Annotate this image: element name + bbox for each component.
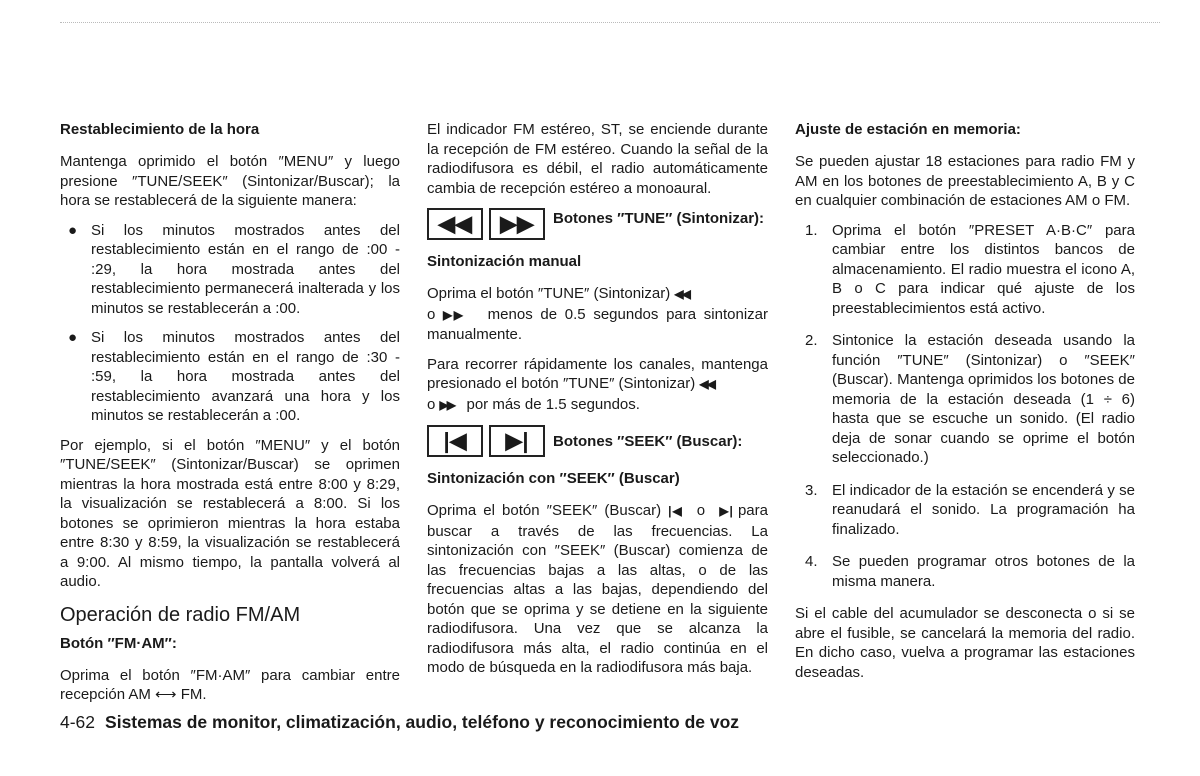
column-2	[427, 120, 768, 688]
list-item: 3. El indicador de la estación se encenderá y se reanudará el sonido. La programación ha finalizado.	[805, 481, 1135, 538]
paragraph-memory: Se pueden ajustar 18 estaciones para radio FM y AM en los botones de preestablecimiento A, B y C en cualquier combinación de estaciones AM o FM.	[795, 153, 1135, 209]
column-3	[795, 120, 1135, 692]
paragraph-manual: Oprima el botón ″TUNE″ (Sintonizar) ◀◀ o ▶▶ menos de 0.5 segundos para sintonizar manualmente.	[427, 285, 768, 343]
paragraph-reset: Mantenga oprimido el botón ″MENU″ y luego presione ″TUNE/SEEK″ (Sintonizar/Buscar); la hora se restablecerá de la siguiente manera:	[60, 153, 400, 209]
heading-reset-time: Restablecimiento de la hora	[60, 121, 260, 138]
fast-forward-icon: ▶▶	[439, 397, 454, 412]
paragraph-fmam: Oprima el botón ″FM·AM″ para cambiar entre recepción AM ⟷ FM.	[60, 666, 400, 703]
paragraph-stereo: El indicador FM estéreo, ST, se enciende durante la recepción de FM estéreo. Cuando la señal de la radiodifusora es débil, el radio automáticamente cambia de recepción estéreo a monoaural.	[427, 121, 768, 197]
rewind-icon: ◀◀	[674, 287, 689, 301]
heading-operation: Operación de radio FM/AM	[60, 603, 301, 626]
top-rule	[60, 22, 1160, 23]
list-item: 4. Se pueden programar otros botones de la misma manera.	[805, 553, 1135, 590]
list-item: ● Si los minutos mostrados antes del restablecimiento están en el rango de :30 - :59, la hora mostrada antes del restablecimiento avanzará una hora y los minutos se restablecerán a :00.	[68, 329, 400, 424]
fast-forward-button-icon: ▶▶	[489, 208, 545, 240]
heading-manual-tuning: Sintonización manual	[427, 253, 582, 270]
rewind-button-icon: ◀◀	[427, 208, 483, 240]
page-number: 4-62	[60, 712, 96, 732]
paragraph-battery: Si el cable del acumulador se desconecta o si se abre el fusible, se cancelará la memoria del radio. En dicho caso, vuelva a programar las estaciones deseadas.	[795, 605, 1135, 681]
section-title: Sistemas de monitor, climatización, audio, teléfono y reconocimiento de voz	[105, 712, 740, 732]
paragraph-seek: Oprima el botón ″SEEK″ (Buscar) |◀ o ▶| para buscar a través de las frecuencias. La sintonización con ″SEEK″ (Buscar) comienza de las frecuencias bajas a las altas, o de las frecuencias altas a las bajas, dependiendo del botón que se oprima y se detiene en la siguiente radiodifusora. Una vez que se alcanza la radiodifusora más alta, el radio continúa en el modo de búsqueda en la radiodifusora más baja.	[427, 502, 768, 676]
bullet-icon: ●	[68, 221, 78, 239]
seek-buttons-label: Botones ″SEEK″ (Buscar):	[553, 433, 743, 450]
seek-forward-icon: ▶|	[719, 504, 731, 518]
heading-fmam-button: Botón ″FM·AM″:	[60, 634, 177, 652]
heading-memory: Ajuste de estación en memoria:	[795, 121, 1021, 138]
fast-forward-icon: ▶▶	[443, 307, 465, 322]
heading-seek-tuning: Sintonización con ″SEEK″ (Buscar)	[427, 470, 680, 487]
list-item: ● Si los minutos mostrados antes del restablecimiento están en el rango de :00 - :29, la hora mostrada antes del restablecimiento permanecerá inalterada y los minutos se restablecerán a :00.	[68, 221, 400, 317]
seek-back-icon: |◀	[668, 504, 683, 518]
bullet-list	[60, 221, 400, 426]
seek-forward-button-icon: ▶|	[489, 425, 545, 457]
seek-buttons-row	[427, 425, 768, 457]
column-1	[60, 120, 400, 715]
paragraph-fast: Para recorrer rápidamente los canales, mantenga presionado el botón ″TUNE″ (Sintonizar) ◀◀ o ▶▶ por más de 1.5 segundos.	[427, 355, 768, 413]
bullet-icon: ●	[68, 329, 78, 346]
tune-buttons-row	[427, 208, 768, 240]
list-item: 2. Sintonice la estación deseada usando la función ″TUNE″ (Sintonizar) o ″SEEK″ (Buscar). Mantenga oprimidos los botones de memoria de la estación deseada (1 ÷ 6) hasta que se escuche un sonido. (El radio deja de sonar cuando se oprime el botón seleccionado.)	[805, 332, 1135, 466]
rewind-icon: ◀◀	[699, 377, 714, 391]
seek-back-button-icon: |◀	[427, 425, 483, 457]
paragraph-example: Por ejemplo, si el botón ″MENU″ y el botón ″TUNE/SEEK″ (Sintonizar/Buscar) se oprimen mientras la hora mostrada está entre 8:00 y 8:29, la visualización se restablecerá a 8:00. Si los botones se oprimieron mientras la hora estaba entre 8:30 y 8:59, la visualización se restablecerá a 9:00. Al mismo tiempo, la pantalla volverá al audio.	[60, 436, 400, 590]
tune-buttons-label: Botones ″TUNE″ (Sintonizar):	[553, 210, 765, 227]
page-footer	[60, 712, 739, 733]
steps-list	[795, 221, 1135, 592]
list-item: 1. Oprima el botón ″PRESET A·B·C″ para cambiar entre los distintos bancos de almacenamiento. El radio muestra el icono A, B o C para indicar qué ajuste de los preestablecimientos está activo.	[805, 221, 1135, 317]
